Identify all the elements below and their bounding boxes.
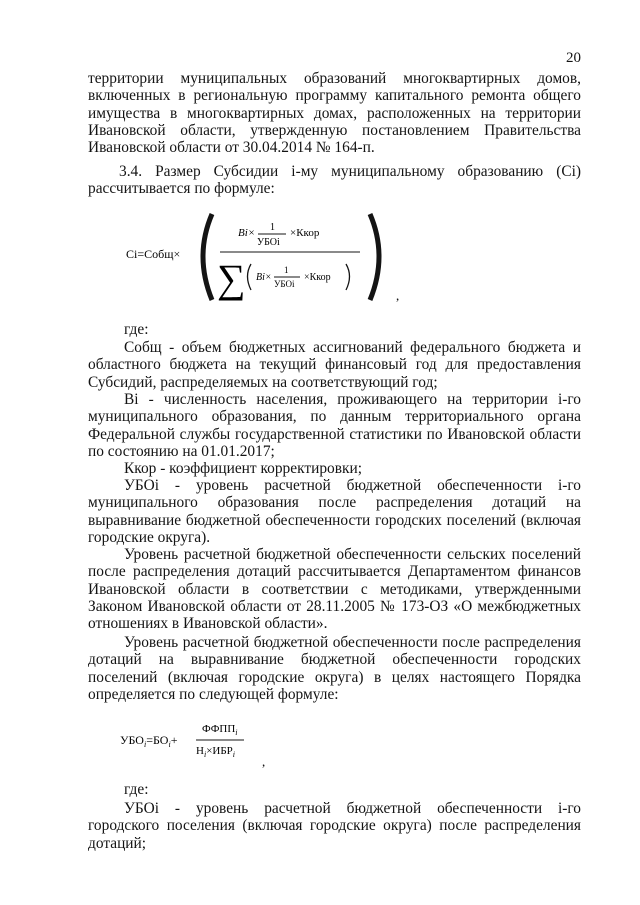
num-one: 1 [270,222,275,233]
subsidy-formula [120,208,420,310]
text-line: муниципального образования, по данным территориального органа [88,408,581,426]
definition-kkor [88,460,581,477]
text-line: по состоянию на 01.01.2017; [88,442,275,460]
num-kkor: ×Ккор [290,227,320,239]
text-line: Уровень расчетной бюджетной обеспеченности после распределения [124,634,581,651]
text-line: после распределения дотаций рассчитывается Департаментом финансов [88,563,581,581]
den-bi: Bi× [256,272,272,283]
text-line: определяется по следующей формуле: [88,685,339,703]
text-line: поселений (включая городские округа) в целях настоящего Порядка [88,668,581,686]
ubo-formula [120,718,280,770]
paragraph-housing-program [88,70,581,156]
text-line: областного бюджета на текущий финансовый год для предоставления [88,356,581,374]
paragraph-level-definition [88,634,581,703]
inner-right-paren [346,264,350,290]
text-line: муниципального образования после распределения дотаций на [88,494,581,512]
left-paren [203,214,212,300]
where-label-1 [88,321,581,338]
text-line: Собщ - объем бюджетных ассигнований федерального бюджета и [124,339,581,356]
den-ibr: ×ИБР [206,745,233,757]
text-line: отношениях в Ивановской области». [88,615,328,633]
inner-left-paren [248,264,252,290]
text-line: Ивановской области от 30.04.2014 № 164-п. [88,139,375,157]
den-kkor: ×Ккор [304,272,331,283]
text-line: территории муниципальных образований многоквартирных домов, [88,70,581,87]
text-line: УБОi - уровень расчетной бюджетной обеспеченности i-го [124,800,581,817]
text-line: Субсидий, распределяемых на соответствующий год; [88,373,438,391]
ubo-comma: , [262,754,266,769]
paragraph-3-4 [88,163,581,198]
definition-sobsh [88,339,581,391]
text-line: рассчитывается по формуле: [88,180,275,198]
ubo-eq-bo: =БО [146,733,169,747]
where-label-2 [88,781,581,798]
ubo-lhs: УБО [120,733,144,747]
den-h: Н [196,745,204,757]
text-line: имущества в многоквартирных домах, расположенных на территории [88,104,581,122]
den-ubo: УБОi [274,279,295,289]
text-line: выравнивание бюджетной обеспеченности городских поселений (включая [88,511,581,529]
text-line: дотаций; [88,834,147,852]
text-line: 3.4. Размер Субсидии i-му муниципальному образованию (Ci) [119,163,581,180]
text-line: Ивановской области в соответствии с методиками, утвержденными [88,580,581,598]
definition-bi [88,391,581,460]
ffpp-num: ФФПП [202,723,236,735]
ubo-lhs-sub: i [143,740,147,749]
text-line: городские округа). [88,528,211,546]
right-paren [370,214,379,300]
ubo-plus: + [170,733,178,747]
svg-text:ФФППi [202,723,238,737]
page-number: 20 [566,50,581,66]
den-one: 1 [284,265,289,275]
text-line: городского поселения (включая городские округа) после распределения [88,817,581,835]
formula-lhs: Ci=Собщ× [126,247,181,261]
text-line: где: [124,321,149,338]
text-line: Уровень расчетной бюджетной обеспеченности сельских поселений [124,546,581,563]
text-line: Законом Ивановской области от 28.11.2005 № 173-ОЗ «О межбюджетных [88,597,581,615]
text-line: включенных в региональную программу капитального ремонта общего [88,87,581,105]
text-line: Ивановской области, утвержденную постановлением Правительства [88,121,581,139]
text-line: Федеральной службы государственной статистики по Ивановской области [88,425,581,443]
formula-comma: , [396,288,400,303]
sum-sign: ∑ [217,256,246,301]
text-line: где: [124,781,149,798]
ffpp-sub: i [235,728,238,737]
definition-uboi [88,477,581,546]
bo-sub: i [168,740,171,749]
den-h-sub: i [203,750,207,759]
text-line: дотаций на выравнивание бюджетной обеспеченности городских [88,651,581,669]
svg-text:Нi×ИБРi [196,745,235,759]
text-line: Bi - численность населения, проживающего на территории i-го [124,391,581,408]
num-bi: Bi× [238,227,256,239]
den-ibr-sub: i [232,750,236,759]
num-ubo: УБОi [257,237,280,248]
svg-text:УБОi=БОi+ [120,733,178,749]
text-line: УБОi - уровень расчетной бюджетной обеспеченности i-го [124,477,581,494]
definition-uboi-city [88,800,581,852]
paragraph-rural-level [88,546,581,632]
text-line: Ккор - коэффициент корректировки; [124,460,362,477]
